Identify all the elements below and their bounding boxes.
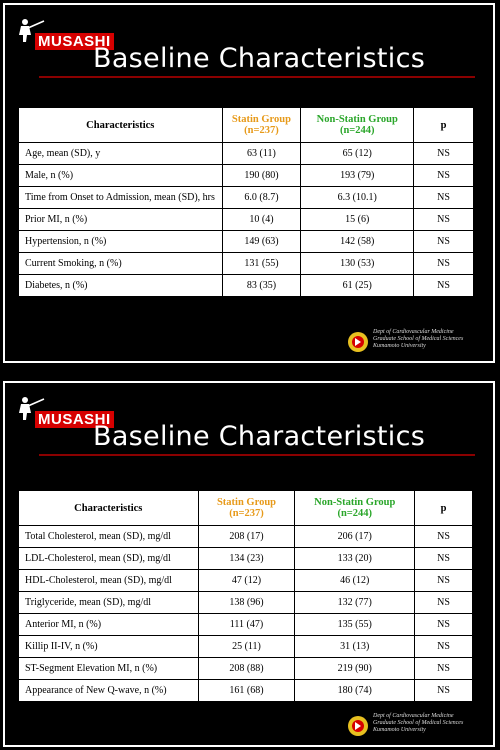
row-label: Total Cholesterol, mean (SD), mg/dl [19, 526, 199, 548]
p-value: NS [414, 253, 474, 275]
row-label: Current Smoking, n (%) [19, 253, 223, 275]
footer-line-school: Graduate School of Medical Sciences [373, 336, 464, 342]
p-value: NS [415, 614, 473, 636]
table-row [19, 548, 473, 570]
nonstatin-value: 46 (12) [295, 570, 415, 592]
table-row [19, 614, 473, 636]
footer-line-dept: Dept of Cardiovascular Medicine [373, 713, 454, 719]
row-label: Appearance of New Q-wave, n (%) [19, 680, 199, 702]
nonstatin-value: 130 (53) [301, 253, 414, 275]
institution-footer [347, 329, 487, 355]
p-value: NS [414, 187, 474, 209]
nonstatin-value: 219 (90) [295, 658, 415, 680]
p-value: NS [415, 636, 473, 658]
p-value: NS [414, 143, 474, 165]
statin-value: 131 (55) [222, 253, 301, 275]
p-value: NS [415, 680, 473, 702]
slide-title: Baseline Characteristics [93, 43, 426, 74]
table-header-row [19, 491, 473, 526]
nonstatin-value: 61 (25) [301, 275, 414, 297]
header-nonstatin-group [301, 108, 414, 143]
table-row [19, 680, 473, 702]
footer-text [373, 329, 463, 350]
header-statin-label: Statin Group [216, 497, 277, 508]
header-statin-n: (n=237) [244, 125, 279, 136]
university-emblem-icon [347, 715, 369, 737]
table-row [19, 658, 473, 680]
slide-title: Baseline Characteristics [93, 421, 426, 452]
table-row [19, 526, 473, 548]
header-nonstatin-label: Non-Statin Group [316, 114, 398, 125]
table-row [19, 592, 473, 614]
footer-text [373, 713, 463, 734]
statin-value: 161 (68) [198, 680, 295, 702]
header-nonstatin-n: (n=244) [339, 125, 375, 136]
table-row [19, 253, 474, 275]
row-label: Triglyceride, mean (SD), mg/dl [19, 592, 199, 614]
row-label: Diabetes, n (%) [19, 275, 223, 297]
institution-footer [347, 713, 487, 739]
row-label: Male, n (%) [19, 165, 223, 187]
row-label: ST-Segment Elevation MI, n (%) [19, 658, 199, 680]
header-nonstatin-group [295, 491, 415, 526]
statin-value: 6.0 (8.7) [222, 187, 301, 209]
table-row [19, 275, 474, 297]
table-row [19, 165, 474, 187]
statin-value: 208 (17) [198, 526, 295, 548]
table-header-row [19, 108, 474, 143]
row-label: Anterior MI, n (%) [19, 614, 199, 636]
nonstatin-value: 206 (17) [295, 526, 415, 548]
nonstatin-value: 15 (6) [301, 209, 414, 231]
header-statin-group [198, 491, 295, 526]
table-row [19, 231, 474, 253]
nonstatin-value: 31 (13) [295, 636, 415, 658]
statin-value: 134 (23) [198, 548, 295, 570]
baseline-table [18, 107, 474, 297]
nonstatin-value: 133 (20) [295, 548, 415, 570]
logo-text: MUSASHI [35, 411, 114, 428]
header-nonstatin-n: (n=244) [337, 508, 373, 519]
row-label: Time from Onset to Admission, mean (SD), hrs [19, 187, 223, 209]
table-row [19, 143, 474, 165]
table-row [19, 636, 473, 658]
logo-text: MUSASHI [35, 33, 114, 50]
p-value: NS [414, 165, 474, 187]
nonstatin-value: 193 (79) [301, 165, 414, 187]
statin-value: 138 (96) [198, 592, 295, 614]
footer-line-school: Graduate School of Medical Sciences [373, 720, 464, 726]
p-value: NS [415, 592, 473, 614]
nonstatin-value: 65 (12) [301, 143, 414, 165]
statin-value: 208 (88) [198, 658, 295, 680]
footer-line-dept: Dept of Cardiovascular Medicine [373, 329, 454, 335]
university-emblem-icon [347, 331, 369, 353]
header-characteristics: Characteristics [19, 491, 199, 526]
nonstatin-value: 6.3 (10.1) [301, 187, 414, 209]
row-label: Prior MI, n (%) [19, 209, 223, 231]
row-label: Age, mean (SD), y [19, 143, 223, 165]
row-label: Hypertension, n (%) [19, 231, 223, 253]
p-value: NS [414, 231, 474, 253]
nonstatin-value: 132 (77) [295, 592, 415, 614]
statin-value: 190 (80) [222, 165, 301, 187]
nonstatin-value: 180 (74) [295, 680, 415, 702]
header-statin-label: Statin Group [231, 114, 291, 125]
statin-value: 149 (63) [222, 231, 301, 253]
title-divider [39, 76, 475, 78]
statin-value: 10 (4) [222, 209, 301, 231]
header-p: p [414, 108, 474, 143]
p-value: NS [415, 548, 473, 570]
row-label: LDL-Cholesterol, mean (SD), mg/dl [19, 548, 199, 570]
statin-value: 63 (11) [222, 143, 301, 165]
footer-line-university: Kumamoto University [373, 343, 426, 349]
nonstatin-value: 135 (55) [295, 614, 415, 636]
footer-line-university: Kumamoto University [373, 727, 426, 733]
statin-value: 25 (11) [198, 636, 295, 658]
header-characteristics: Characteristics [19, 108, 223, 143]
title-divider [39, 454, 475, 456]
table-row [19, 187, 474, 209]
p-value: NS [415, 658, 473, 680]
table-row [19, 209, 474, 231]
p-value: NS [415, 526, 473, 548]
nonstatin-value: 142 (58) [301, 231, 414, 253]
p-value: NS [414, 209, 474, 231]
header-nonstatin-label: Non-Statin Group [314, 497, 396, 508]
row-label: HDL-Cholesterol, mean (SD), mg/dl [19, 570, 199, 592]
header-p: p [415, 491, 473, 526]
header-statin-group [222, 108, 301, 143]
slide-1 [3, 3, 495, 363]
statin-value: 47 (12) [198, 570, 295, 592]
header-statin-n: (n=237) [229, 508, 264, 519]
p-value: NS [415, 570, 473, 592]
slide-2 [3, 381, 495, 747]
statin-value: 111 (47) [198, 614, 295, 636]
row-label: Killip II-IV, n (%) [19, 636, 199, 658]
p-value: NS [414, 275, 474, 297]
baseline-table [18, 490, 473, 702]
table-row [19, 570, 473, 592]
statin-value: 83 (35) [222, 275, 301, 297]
